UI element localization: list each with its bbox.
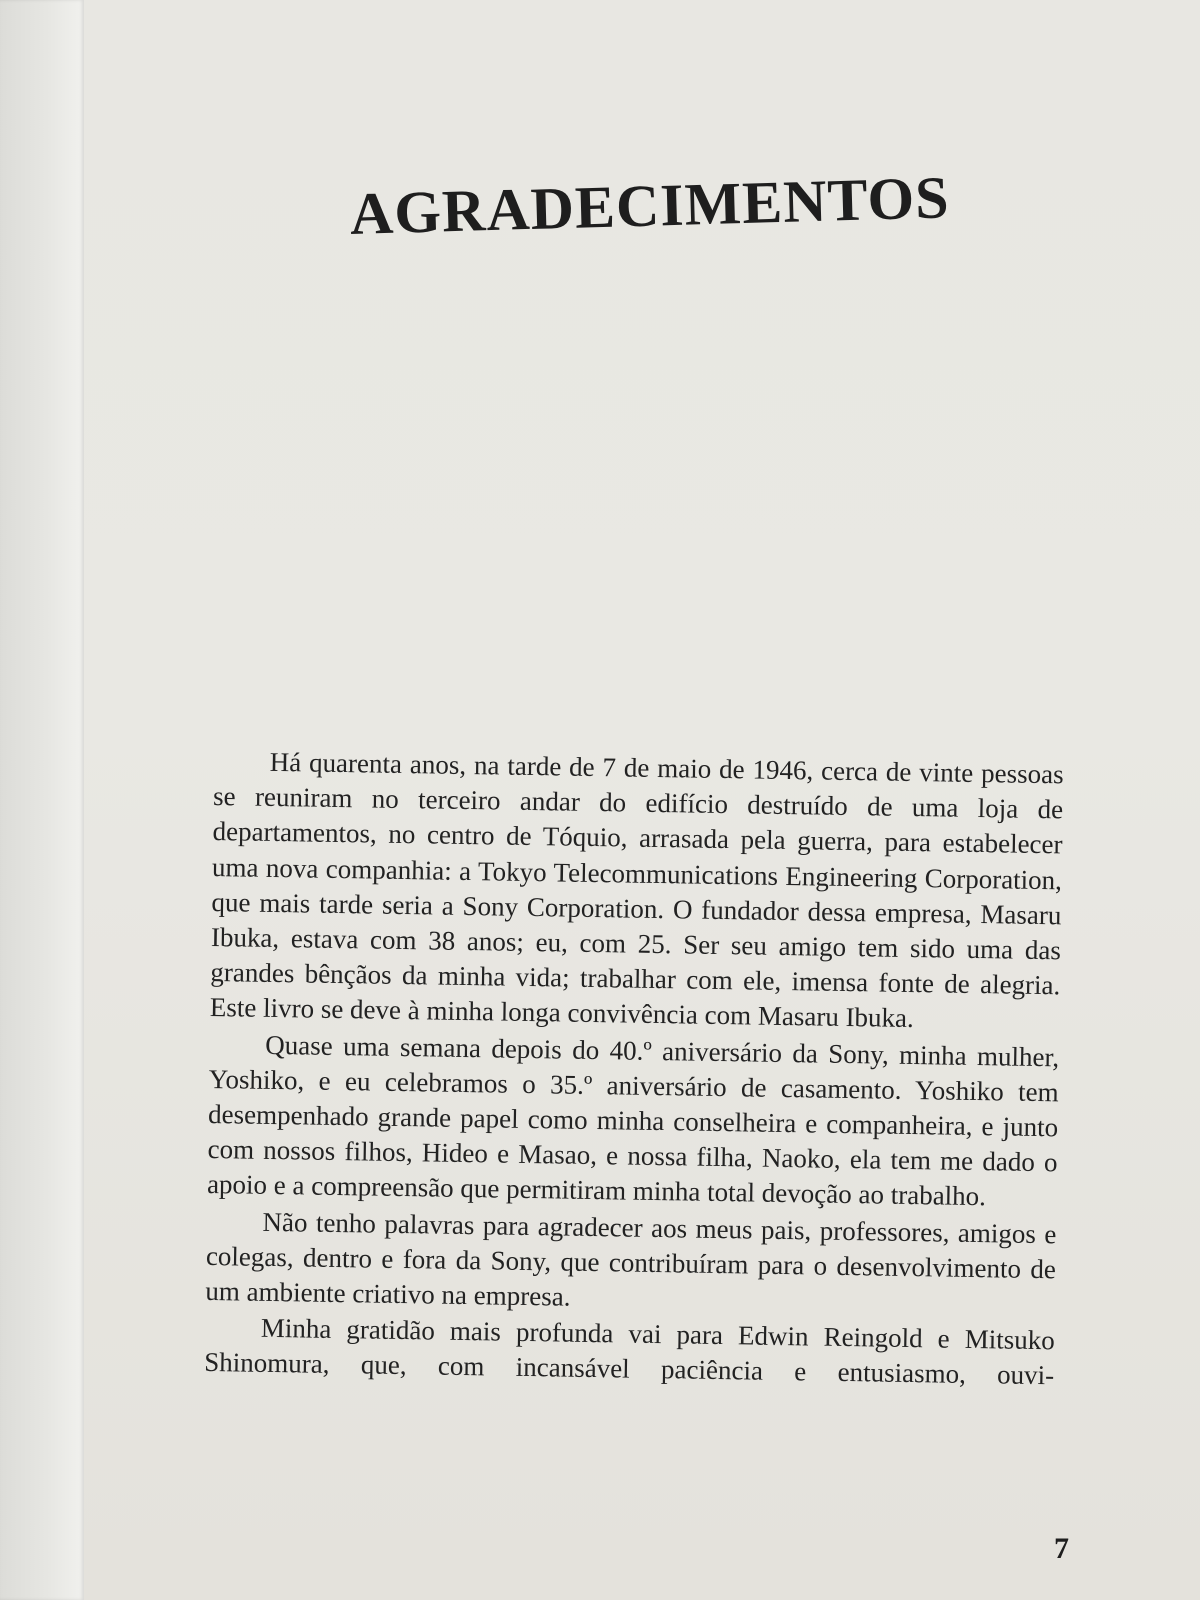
page-number: 7: [1054, 1532, 1069, 1565]
paragraph-1: Há quarenta anos, na tarde de 7 de maio de 1946, cerca de vinte pessoas se reuniram no terceiro andar do edifício destruído de uma loja de departamentos, no centro de Tóquio, arrasada pela guerra, para estabelecer uma nova companhia: a Tokyo Telecommunications Engineering Corporation, que mais tarde seria a Sony Corporation. O fundador dessa empresa, Masaru Ibuka, estava com 38 anos; eu, com 25. Ser seu amigo tem sido uma das grandes bênçãos da minha vida; trabalhar com ele, imensa fonte de alegria. Este livro se deve à minha longa convivência com Masaru Ibuka.: [209, 746, 1064, 1034]
adjacent-page-edge: [0, 0, 84, 1600]
page-title: AGRADECIMENTOS: [349, 164, 951, 247]
body-text: [204, 744, 1064, 1394]
paragraph-2: Quase uma semana depois do 40.º aniversário da Sony, minha mulher, Yoshiko, e eu celebramos o 35.º aniversário de casamento. Yoshiko tem desempenhado grande papel como minha conselheira e companheira, e junto com nossos filhos, Hideo e Masao, e nossa filha, Naoko, ela tem me dado o apoio e a compreensão que permitiram minha total devoção ao trabalho.: [206, 1029, 1060, 1212]
paragraph-4: Minha gratidão mais profunda vai para Edwin Reingold e Mitsuko Shinomura, que, com incansável paciência e entusiasmo, ouvi-: [204, 1313, 1055, 1391]
paragraph-3: Não tenho palavras para agradecer aos meus pais, professores, amigos e colegas, dentro e fora da Sony, que contribuíram para o desenvolvimento de um ambiente criativo na empresa.: [205, 1206, 1057, 1312]
